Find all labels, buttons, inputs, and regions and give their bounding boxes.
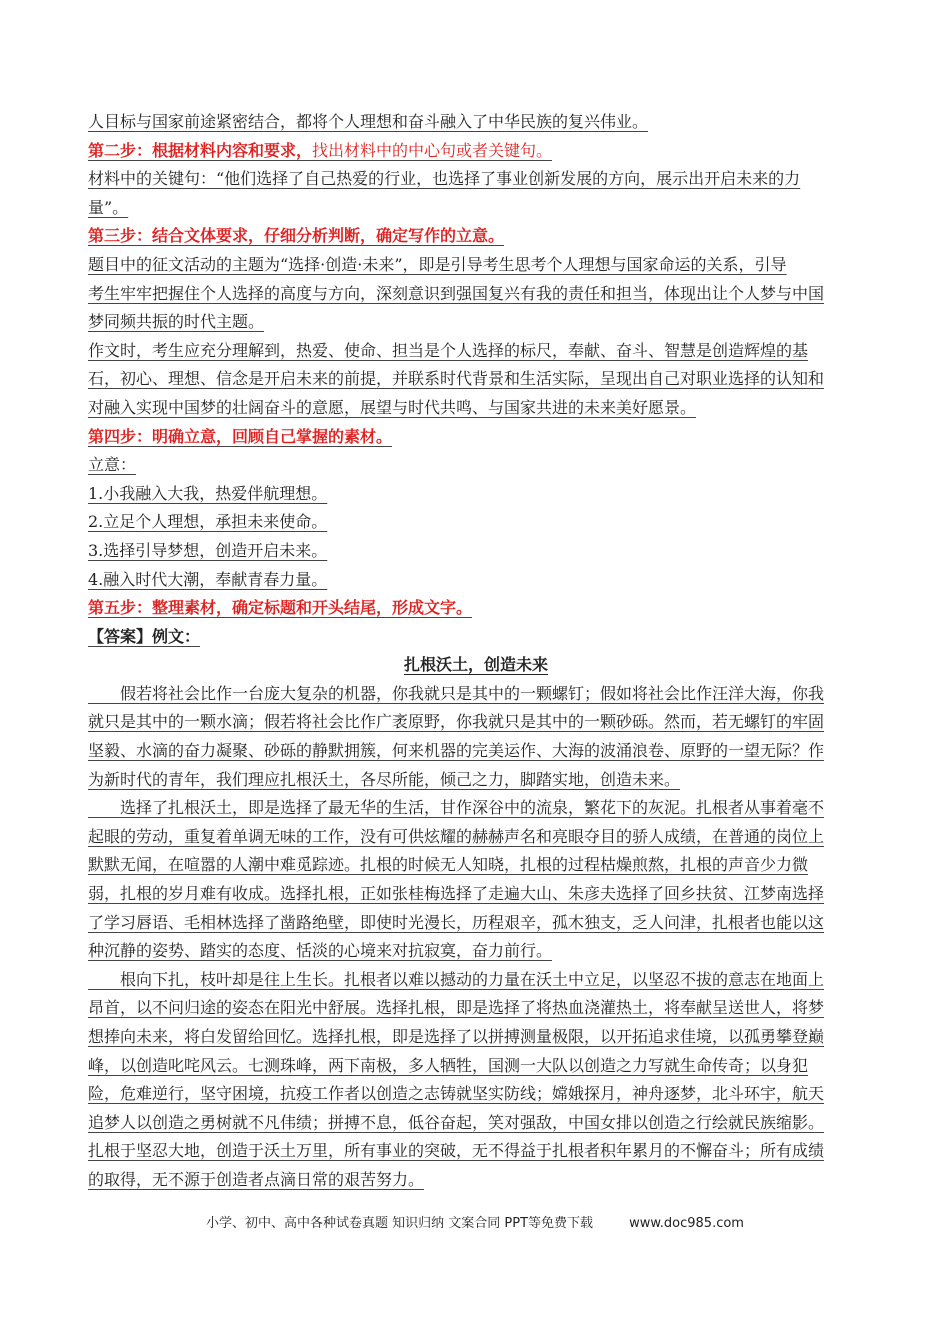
- intro-tail: 人目标与国家前途紧密结合，都将个人理想和奋斗融入了中华民族的复兴伟业。: [88, 112, 649, 131]
- essay-line: 弱，扎根的岁月难有收成。选择扎根，正如张桂梅选择了走遍大山、朱彦夫选择了回乡扶贫、江梦南选择: [88, 884, 825, 904]
- essay-line: 起眼的劳动，重复着单调无味的工作，没有可供炫耀的赫赫声名和亮眼夺目的骄人成绩，在普通的岗位上: [88, 826, 825, 846]
- essay-line: 选择了扎根沃土，即是选择了最无华的生活，甘作深谷中的流泉，繁花下的灰泥。扎根者从事着毫不: [88, 798, 825, 818]
- answer-label: 【答案】例文：: [88, 626, 201, 646]
- essay-line: 扎根于坚忍大地，创造于沃土万里，所有事业的突破，无不得益于扎根者积年累月的不懈奋斗；所有成绩: [88, 1141, 825, 1161]
- essay-title: [88, 651, 864, 680]
- step3-line: 石，初心、理想、信念是开启未来的前提，并联系时代背景和生活实际，呈现出自己对职业选择的认知和: [88, 369, 825, 389]
- step3-line: 考生牢牢把握住个人选择的高度与方向，深刻意识到强国复兴有我的责任和担当，体现出让个人梦与中国: [88, 283, 825, 303]
- step4-item: 4.融入时代大潮，奉献青春力量。: [88, 569, 328, 589]
- step4-item: 2.立足个人理想，承担未来使命。: [88, 512, 328, 532]
- footer-text: 小学、初中、高中各种试卷真题 知识归纳 文案合同 PPT等免费下载: [206, 1216, 594, 1231]
- step2-heading: [88, 137, 864, 166]
- essay-line: 追梦人以创造之勇树就不凡伟绩；拼搏不息，低谷奋起，笑对强敌，中国女排以创造之行绘就民族缩影。: [88, 1112, 825, 1132]
- essay-line: 了学习唇语、毛相林选择了凿路绝壁，即使时光漫长，历程艰辛，孤木独支，乏人问津，扎根者也能以这: [88, 912, 825, 932]
- essay-title-text: 扎根沃土，创造未来: [403, 655, 548, 675]
- step4-heading: 第四步：明确立意，回顾自己掌握的素材。: [88, 426, 393, 446]
- essay-line: 种沉静的姿势、踏实的态度、恬淡的心境来对抗寂寞，奋力前行。: [88, 941, 553, 961]
- step3-heading: 第三步：结合文体要求，仔细分析判断，确定写作的立意。: [88, 226, 505, 246]
- essay-line: 的取得，无不源于创造者点滴日常的艰苦努力。: [88, 1169, 425, 1189]
- essay-line: 昂首，以不问归途的姿态在阳光中舒展。选择扎根，即是选择了将热血浇灌热土，将奉献呈送世人，将梦: [88, 998, 825, 1018]
- step2-line: 量”。: [88, 197, 129, 217]
- step4-item: 1.小我融入大我，热爱伴航理想。: [88, 483, 328, 503]
- essay-line: 想捧向未来，将白发留给回忆。选择扎根，即是选择了以拼搏测量极限，以开拓追求佳境，以孤勇攀登巅: [88, 1027, 825, 1046]
- footer-url[interactable]: www.doc985.com: [629, 1216, 744, 1231]
- essay-line: 默默无闻，在喧嚣的人潮中难觅踪迹。扎根的时候无人知晓，扎根的过程枯燥煎熬，扎根的声音少力微: [88, 855, 809, 875]
- step4-item: 3.选择引导梦想，创造开启未来。: [88, 540, 328, 560]
- step4-intro: 立意：: [88, 455, 137, 475]
- step3-line: 梦同频共振的时代主题。: [88, 312, 265, 332]
- step2-label-plain: 找出材料中的中心句或者关键句。: [312, 140, 553, 160]
- essay-line: 险，危难逆行，坚守困境，抗疫工作者以创造之志铸就坚实防线；嫦娥探月，神舟逐梦，北斗环宇，航天: [88, 1084, 825, 1104]
- step2-label: 第二步：根据材料内容和要求，: [88, 140, 313, 160]
- page-footer: [0, 1212, 950, 1231]
- essay-line: 为新时代的青年，我们理应扎根沃土，各尽所能，倾己之力，脚踏实地，创造未来。: [88, 769, 681, 789]
- document-body: [88, 108, 864, 1195]
- step2-line: 材料中的关键句：“他们选择了自己热爱的行业，也选择了事业创新发展的方向，展示出开启未来的力: [88, 169, 801, 189]
- step3-line: 题目中的征文活动的主题为“选择·创造·未来”，即是引导考生思考个人理想与国家命运的关系，引导: [88, 254, 787, 274]
- essay-line: 就只是其中的一颗水滴；假若将社会比作广袤原野，你我就只是其中的一颗砂砾。然而，若无螺钉的牢固: [88, 712, 825, 732]
- step3-line: 对融入实现中国梦的壮阔奋斗的意愿，展望与时代共鸣、与国家共进的未来美好愿景。: [88, 397, 697, 417]
- essay-line: 假若将社会比作一台庞大复杂的机器，你我就只是其中的一颗螺钉；假如将社会比作汪洋大海，你我: [88, 683, 825, 703]
- step3-line: 作文时，考生应充分理解到，热爱、使命、担当是个人选择的标尺，奉献、奋斗、智慧是创造辉煌的基: [88, 340, 809, 360]
- essay-line: 峰，以创造叱咤风云。七测珠峰，两下南极，多人牺牲，国测一大队以创造之力写就生命传奇；以身犯: [88, 1055, 809, 1075]
- essay-line: 根向下扎，枝叶却是往上生长。扎根者以难以撼动的力量在沃土中立足，以坚忍不拔的意志在地面上: [88, 969, 825, 989]
- step5-heading: 第五步：整理素材，确定标题和开头结尾，形成文字。: [88, 598, 473, 618]
- essay-line: 坚毅、水滴的奋力凝聚、砂砾的静默拥簇，何来机器的完美运作、大海的波涌浪卷、原野的一望无际？作: [88, 741, 825, 761]
